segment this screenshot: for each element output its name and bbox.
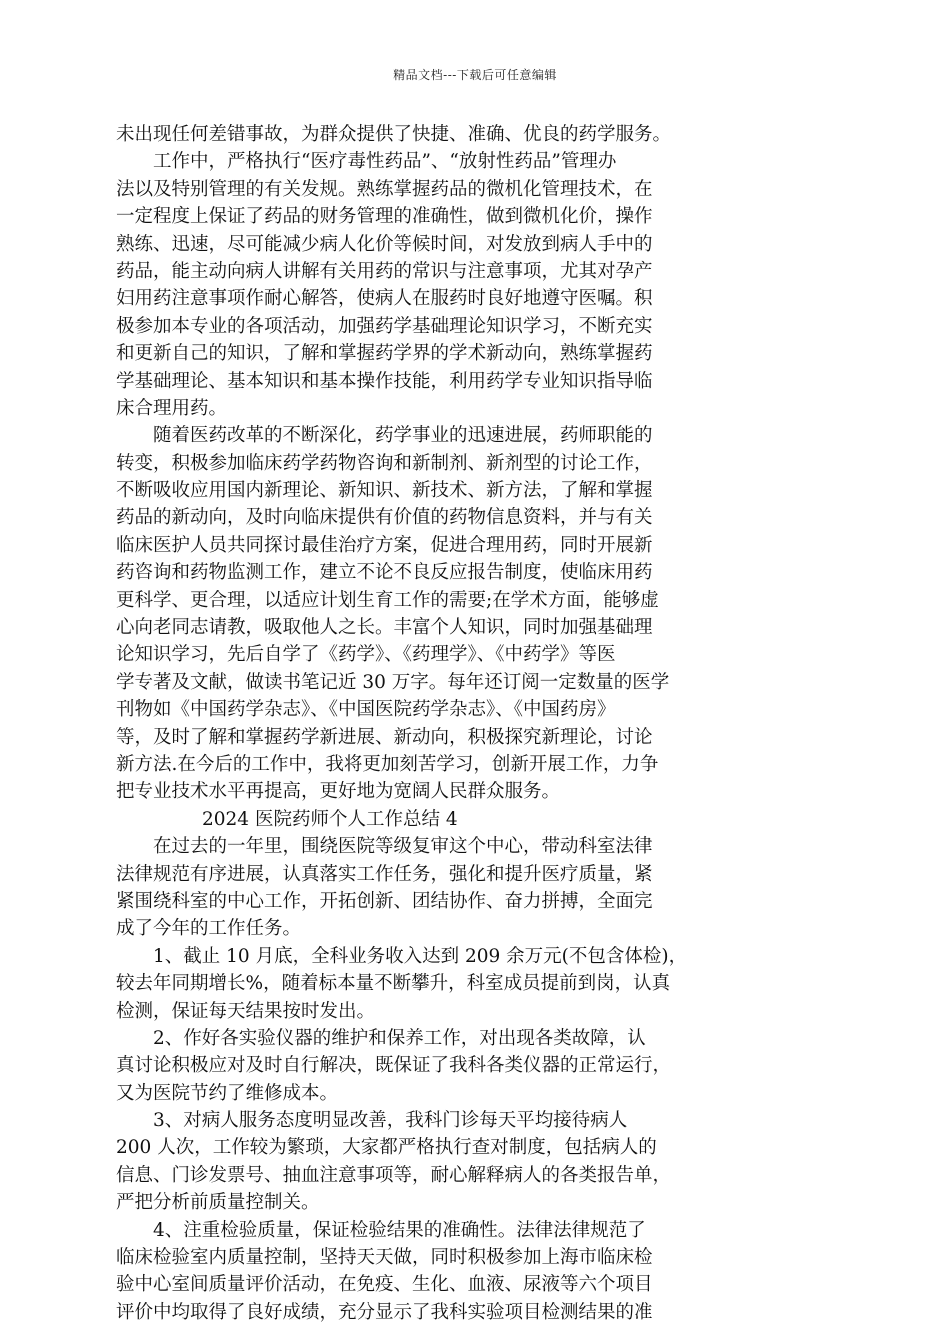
document-body xyxy=(116,121,816,1326)
text-line: 临床医护人员共同探讨最佳治疗方案，促进合理用药，同时开展新 xyxy=(116,534,653,556)
text-line: 极参加本专业的各项活动，加强药学基础理论知识学习，不断充实 xyxy=(116,315,653,337)
text-line: 4、注重检验质量，保证检验结果的准确性。法律法律规范了 xyxy=(153,1219,646,1241)
text-line: 新方法.在今后的工作中，我将更加刻苦学习，创新开展工作，力争 xyxy=(116,753,659,775)
text-line: 和更新自己的知识，了解和掌握药学界的学术新动向，熟练掌握药 xyxy=(116,343,653,365)
text-line: 妇用药注意事项作耐心解答，使病人在服药时良好地遵守医嘱。积 xyxy=(116,288,653,310)
text-line: 1、截止 10 月底，全科业务收入达到 209 余万元(不包含体检)， xyxy=(153,945,688,967)
text-line: 评价中均取得了良好成绩，充分显示了我科实验项目检测结果的准 xyxy=(116,1301,653,1323)
text-line: 法以及特别管理的有关发规。熟练掌握药品的微机化管理技术，在 xyxy=(116,178,653,200)
text-line: 在过去的一年里，围绕医院等级复审这个中心，带动科室法律 xyxy=(153,836,653,858)
text-line: 较去年同期增长%，随着标本量不断攀升，科室成员提前到岗，认真 xyxy=(116,973,671,995)
text-line: 验中心室间质量评价活动，在免疫、生化、血液、尿液等六个项目 xyxy=(116,1274,653,1296)
text-line: 临床检验室内质量控制，坚持天天做，同时积极参加上海市临床检 xyxy=(116,1247,653,1269)
text-line: 论知识学习，先后自学了《药学》、《药理学》、《中药学》等医 xyxy=(116,644,616,666)
text-line: 床合理用药。 xyxy=(116,397,228,419)
text-line: 等，及时了解和掌握药学新进展、新动向，积极探究新理论，讨论 xyxy=(116,726,653,748)
text-line: 学基础理论、基本知识和基本操作技能，利用药学专业知识指导临 xyxy=(116,370,653,392)
page-header: 精品文档---下载后可任意编辑 xyxy=(393,68,557,82)
text-line: 信息、门诊发票号、抽血注意事项等，耐心解释病人的各类报告单， xyxy=(116,1164,672,1186)
text-line: 不断吸收应用国内新理论、新知识、新技术、新方法，了解和掌握 xyxy=(116,480,653,502)
text-line: 未出现任何差错事故，为群众提供了快捷、准确、优良的药学服务。 xyxy=(116,124,672,145)
text-line: 药品，能主动向病人讲解有关用药的常识与注意事项，尤其对孕产 xyxy=(116,260,653,282)
text-line: 学专著及文献，做读书笔记近 30 万字。每年还订阅一定数量的医学 xyxy=(116,671,670,693)
text-line: 2、作好各实验仪器的维护和保养工作，对出现各类故障，认 xyxy=(153,1027,646,1049)
text-line: 药品的新动向，及时向临床提供有价值的药物信息资料，并与有关 xyxy=(116,507,653,529)
text-line: 严把分析前质量控制关。 xyxy=(116,1192,320,1214)
text-line: 检测，保证每天结果按时发出。 xyxy=(116,1000,376,1022)
text-line: 熟练、迅速，尽可能减少病人化价等候时间，对发放到病人手中的 xyxy=(116,233,653,255)
text-line: 刊物如《中国药学杂志》、《中国医院药学杂志》、《中国药房》 xyxy=(116,699,616,721)
text-line: 随着医药改革的不断深化，药学事业的迅速进展，药师职能的 xyxy=(153,425,653,447)
text-line: 法律规范有序进展，认真落实工作任务，强化和提升医疗质量，紧 xyxy=(116,863,653,885)
text-line: 更科学、更合理，以适应计划生育工作的需要;在学术方面，能够虚 xyxy=(116,589,659,611)
text-line: 200 人次，工作较为繁琐，大家都严格执行查对制度，包括病人的 xyxy=(116,1137,657,1159)
section-heading: 2024 医院药师个人工作总结 4 xyxy=(202,808,458,830)
text-line: 转变，积极参加临床药学药物咨询和新制剂、新剂型的讨论工作， xyxy=(116,452,653,474)
text-line: 把专业技术水平再提高，更好地为宽阔人民群众服务。 xyxy=(116,781,561,803)
text-line: 药咨询和药物监测工作，建立不论不良反应报告制度，使临床用药 xyxy=(116,562,653,584)
text-line: 又为医院节约了维修成本。 xyxy=(116,1082,339,1104)
text-line: 紧围绕科室的中心工作，开拓创新、团结协作、奋力拼搏，全面完 xyxy=(116,890,653,912)
text-line: 真讨论积极应对及时自行解决，既保证了我科各类仪器的正常运行， xyxy=(116,1055,672,1077)
text-line: 3、对病人服务态度明显改善，我科门诊每天平均接待病人 xyxy=(153,1110,628,1132)
text-line: 一定程度上保证了药品的财务管理的准确性，做到微机化价，操作 xyxy=(116,206,653,228)
text-line: 心向老同志请教，吸取他人之长。丰富个人知识，同时加强基础理 xyxy=(116,617,653,639)
text-line: 成了今年的工作任务。 xyxy=(116,918,302,940)
text-line: 工作中，严格执行“医疗毒性药品”、“放射性药品”管理办 xyxy=(153,151,617,173)
